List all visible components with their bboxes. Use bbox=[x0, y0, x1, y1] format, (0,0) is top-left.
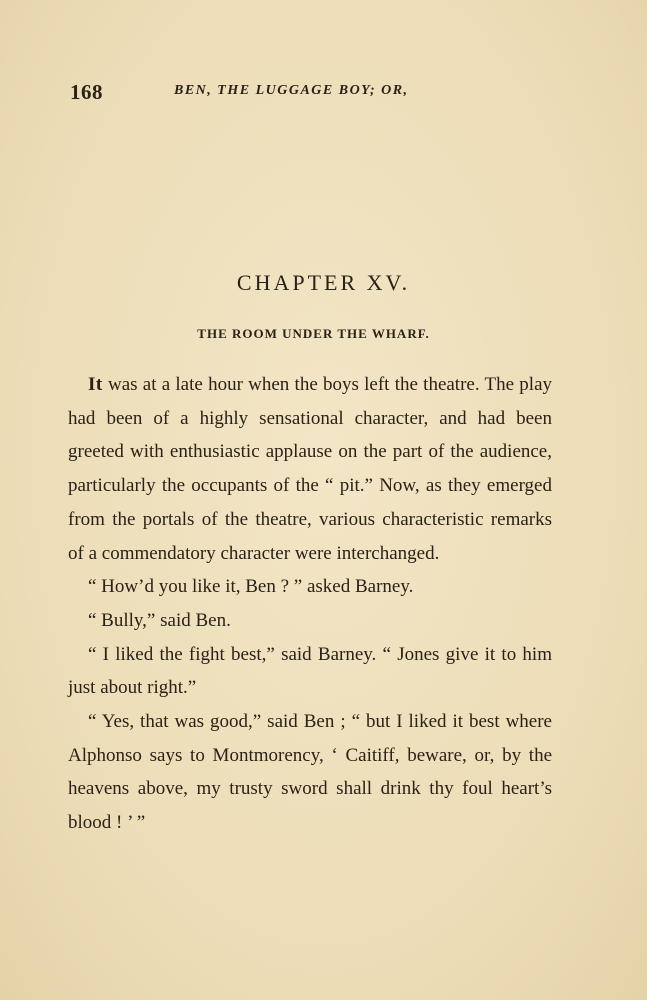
chapter-title: CHAPTER XV. bbox=[236, 270, 411, 295]
chapter-subtitle: THE ROOM UNDER THE WHARF. bbox=[197, 326, 430, 341]
paragraph-2: “ How’d you like it, Ben ? ” asked Barney. bbox=[88, 576, 414, 598]
paragraph-3: “ Bully,” said Ben. bbox=[88, 609, 231, 631]
paragraph-1 bbox=[68, 368, 552, 570]
lead-word: It bbox=[88, 374, 103, 395]
running-head: BEN, THE LUGGAGE BOY; OR, bbox=[174, 83, 409, 98]
paragraph-5: “ Yes, that was good,” said Ben ; “ but I liked it best where Alphonso says to Montmorency, ‘ Caitiff, beware, or, by the heavens above, my trusty sword shall drink thy foul heart’s blood ! ’ ” bbox=[68, 711, 552, 834]
paragraph-1-text: was at a late hour when the boys left the theatre. The play had been of a highly sensational character, and had been greeted with enthusiastic applause on the part of the audience, particularly the occupants of the “ pit.” Now, as they emerged from the portals of the theatre, various characteristic remarks of a commendatory character were interchanged. bbox=[68, 374, 552, 564]
body-text bbox=[68, 368, 552, 840]
paragraph-4: “ I liked the fight best,” said Barney. “ Jones give it to him just about right.” bbox=[68, 643, 552, 699]
page-number: 168 bbox=[70, 80, 103, 104]
